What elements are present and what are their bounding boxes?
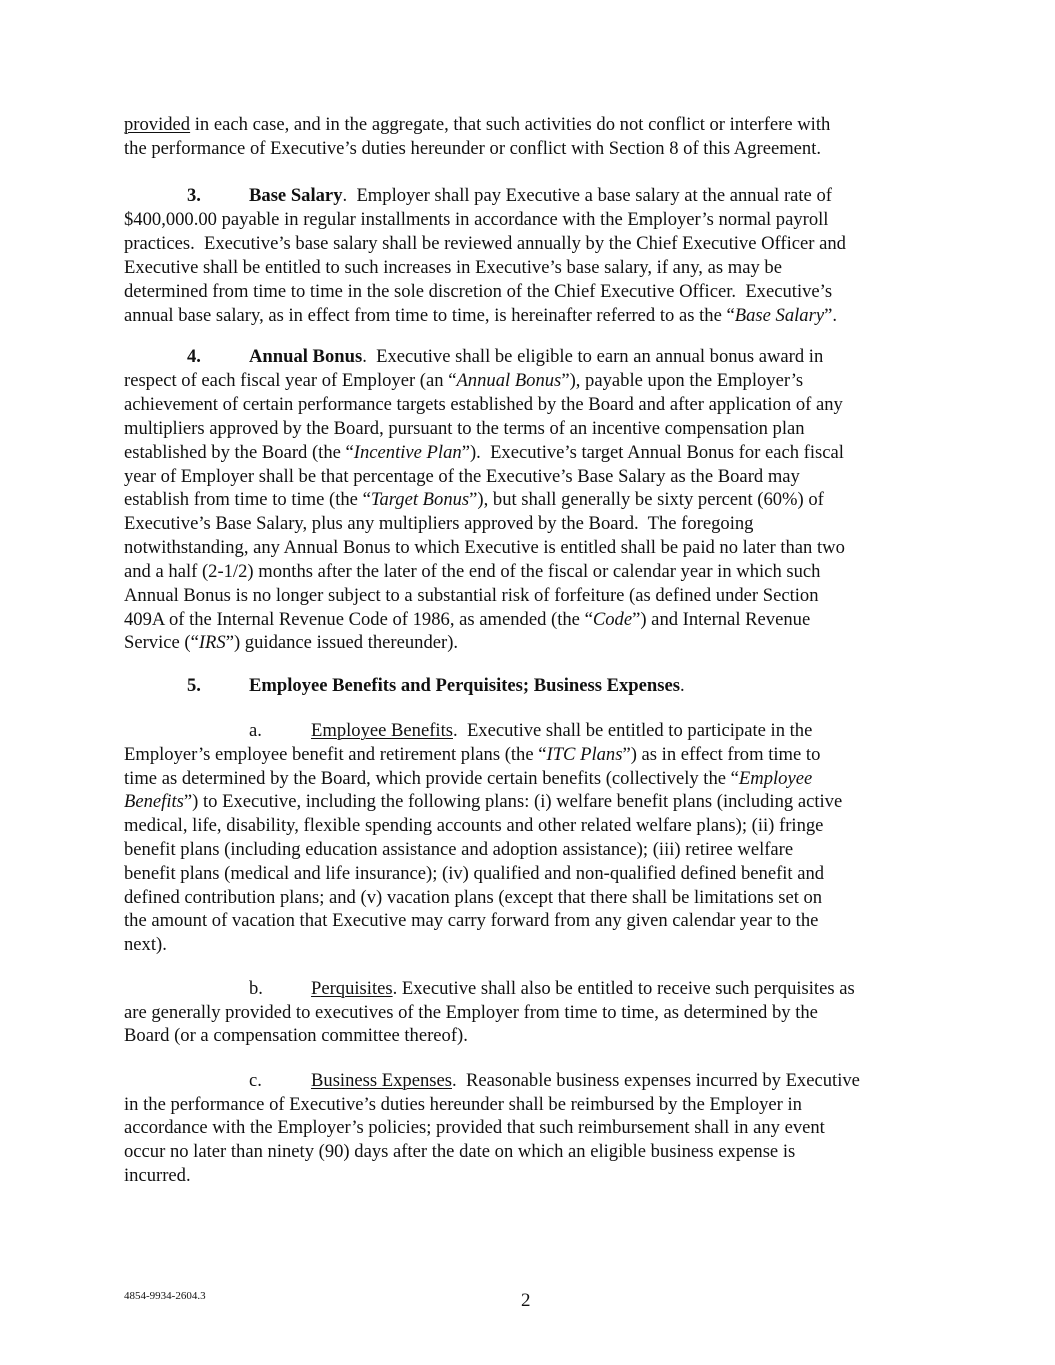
defined-term: IRS xyxy=(198,632,226,653)
text-run: time as determined by the Board, which provide certain benefits (collectively the “ xyxy=(124,768,739,789)
heading-period: . xyxy=(679,675,685,696)
defined-term: Target Bonus xyxy=(370,489,470,510)
text-line xyxy=(124,631,458,655)
text-line xyxy=(124,1140,795,1164)
text-line xyxy=(124,814,823,838)
text-line xyxy=(124,512,753,536)
text-run: ”) and Internal Revenue xyxy=(632,609,811,630)
text-run: in each case, and in the aggregate, that such activities do not conflict or interfere with xyxy=(190,114,831,135)
text-run: achievement of certain performance targets established by the Board and after application of any xyxy=(124,394,843,415)
text-line xyxy=(124,933,167,957)
underlined-term: provided xyxy=(124,114,191,135)
text-line xyxy=(124,441,844,465)
text-line xyxy=(124,743,820,767)
text-run: occur no later than ninety (90) days after the date on which an eligible business expense is xyxy=(124,1141,796,1162)
text-run: are generally provided to executives of the Employer from time to time, as determined by the xyxy=(124,1002,818,1023)
text-run: 409A of the Internal Revenue Code of 1986, as amended (the “ xyxy=(124,609,593,630)
defined-term: ITC Plans xyxy=(546,744,623,765)
text-line xyxy=(124,488,824,512)
text-line xyxy=(124,790,842,814)
text-run: the performance of Executive’s duties hereunder or conflict with Section 8 of this Agreement. xyxy=(124,138,822,159)
text-run: determined from time to time in the sole discretion of the Chief Executive Officer. Executive’s xyxy=(124,281,833,302)
text-line xyxy=(124,208,828,232)
defined-term: Base Salary xyxy=(734,305,825,326)
text-run: year of Employer shall be that percentage of the Executive’s Base Salary as the Board may xyxy=(124,466,800,487)
subsection-heading-line xyxy=(311,1069,860,1093)
text-line xyxy=(124,536,845,560)
defined-term: Code xyxy=(592,609,633,630)
text-line xyxy=(124,280,832,304)
text-line xyxy=(124,1116,825,1140)
section-number: 5. xyxy=(187,675,201,696)
page-number: 2 xyxy=(521,1290,531,1311)
text-run: practices. Executive’s base salary shall be reviewed annually by the Chief Executive Officer and xyxy=(124,233,846,254)
text-run: $400,000.00 payable in regular installments in accordance with the Employer’s normal payroll xyxy=(124,209,829,230)
defined-term: Annual Bonus xyxy=(456,370,562,391)
section-heading-line xyxy=(249,345,823,369)
subsection-heading-line xyxy=(311,977,855,1001)
text-line xyxy=(124,304,837,328)
text-run: benefit plans (medical and life insurance); (iv) qualified and non-qualified defined benefit and xyxy=(124,863,825,884)
text-run: in the performance of Executive’s duties hereunder shall be reimbursed by the Employer in xyxy=(124,1094,802,1115)
text-run: Executive shall be entitled to such increases in Executive’s base salary, if any, as may be xyxy=(124,257,782,278)
defined-term: Benefits xyxy=(124,791,184,812)
bold-term: Annual Bonus xyxy=(249,346,363,367)
text-run: ”) to Executive, including the following plans: (i) welfare benefit plans (including active xyxy=(183,791,843,812)
text-line xyxy=(124,417,805,441)
text-line xyxy=(124,137,821,161)
text-run: incurred. xyxy=(124,1165,191,1186)
text-run: the amount of vacation that Executive may carry forward from any given calendar year to the xyxy=(124,910,819,931)
text-run: respect of each fiscal year of Employer (an “ xyxy=(124,370,457,391)
text-run: accordance with the Employer’s policies; provided that such reimbursement shall in any event xyxy=(124,1117,825,1138)
document-id: 4854-9934-2604.3 xyxy=(124,1290,206,1302)
text-line xyxy=(124,369,803,393)
text-run: established by the Board (the “ xyxy=(124,442,354,463)
text-run: next). xyxy=(124,934,167,955)
text-run: and a half (2-1/2) months after the later of the end of the fiscal or calendar year in which such xyxy=(124,561,821,582)
text-line xyxy=(124,232,846,256)
text-run: multipliers approved by the Board, pursuant to the terms of an incentive compensation plan xyxy=(124,418,805,439)
text-run: Employer’s employee benefit and retirement plans (the “ xyxy=(124,744,547,765)
bold-term: Base Salary xyxy=(249,185,343,206)
underlined-term: Perquisites xyxy=(311,978,393,999)
subsection-heading-line xyxy=(311,719,812,743)
text-run: ”) guidance issued thereunder). xyxy=(225,632,459,653)
text-run: ”). Executive’s target Annual Bonus for each fiscal xyxy=(461,442,844,463)
text-line xyxy=(124,608,810,632)
subsection-letter: a. xyxy=(249,720,262,741)
text-line xyxy=(124,1001,818,1025)
text-run: . Employer shall pay Executive a base salary at the annual rate of xyxy=(342,185,832,206)
text-run: . Executive shall also be entitled to receive such perquisites as xyxy=(392,978,855,999)
text-run: ”), but shall generally be sixty percent (60%) of xyxy=(469,489,824,510)
text-run: Annual Bonus is no longer subject to a substantial risk of forfeiture (as defined under Section xyxy=(124,585,819,606)
text-run: ”. xyxy=(824,305,837,326)
section-heading-line xyxy=(249,674,685,698)
text-line xyxy=(124,1164,191,1188)
text-line xyxy=(124,393,843,417)
text-run: notwithstanding, any Annual Bonus to which Executive is entitled shall be paid no later than two xyxy=(124,537,845,558)
text-run: . Executive shall be entitled to participate in the xyxy=(453,720,813,741)
section-heading: Employee Benefits and Perquisites; Business Expenses xyxy=(249,675,680,696)
underlined-term: Employee Benefits xyxy=(311,720,453,741)
defined-term: Incentive Plan xyxy=(353,442,462,463)
text-line xyxy=(124,465,800,489)
text-line xyxy=(124,560,820,584)
text-run: establish from time to time (the “ xyxy=(124,489,371,510)
section-heading-line xyxy=(249,184,832,208)
text-line xyxy=(124,862,824,886)
text-run: benefit plans (including education assistance and adoption assistance); (iii) retiree welfare xyxy=(124,839,794,860)
text-run: ”), payable upon the Employer’s xyxy=(561,370,804,391)
text-line xyxy=(124,256,782,280)
subsection-letter: b. xyxy=(249,978,263,999)
text-line xyxy=(124,909,818,933)
section-number: 3. xyxy=(187,185,201,206)
underlined-term: Business Expenses xyxy=(311,1070,452,1091)
text-run: . Reasonable business expenses incurred by Executive xyxy=(452,1070,860,1091)
text-run: annual base salary, as in effect from time to time, is hereinafter referred to as the “ xyxy=(124,305,735,326)
text-line xyxy=(124,767,812,791)
subsection-letter: c. xyxy=(249,1070,262,1091)
text-run: . Executive shall be eligible to earn an annual bonus award in xyxy=(362,346,824,367)
text-run: ”) as in effect from time to xyxy=(622,744,821,765)
text-line xyxy=(124,584,819,608)
text-line xyxy=(124,113,830,137)
defined-term: Employee xyxy=(738,768,813,789)
text-run: Executive’s Base Salary, plus any multipliers approved by the Board. The foregoing xyxy=(124,513,754,534)
text-run: medical, life, disability, flexible spending accounts and other related welfare plans); (ii) fringe xyxy=(124,815,824,836)
text-line xyxy=(124,1093,802,1117)
text-run: defined contribution plans; and (v) vacation plans (except that there shall be limitations set on xyxy=(124,887,823,908)
text-line xyxy=(124,1024,468,1048)
text-line xyxy=(124,838,793,862)
text-run: Board (or a compensation committee thereof). xyxy=(124,1025,468,1046)
text-run: Service (“ xyxy=(124,632,199,653)
text-line xyxy=(124,886,822,910)
section-number: 4. xyxy=(187,346,201,367)
